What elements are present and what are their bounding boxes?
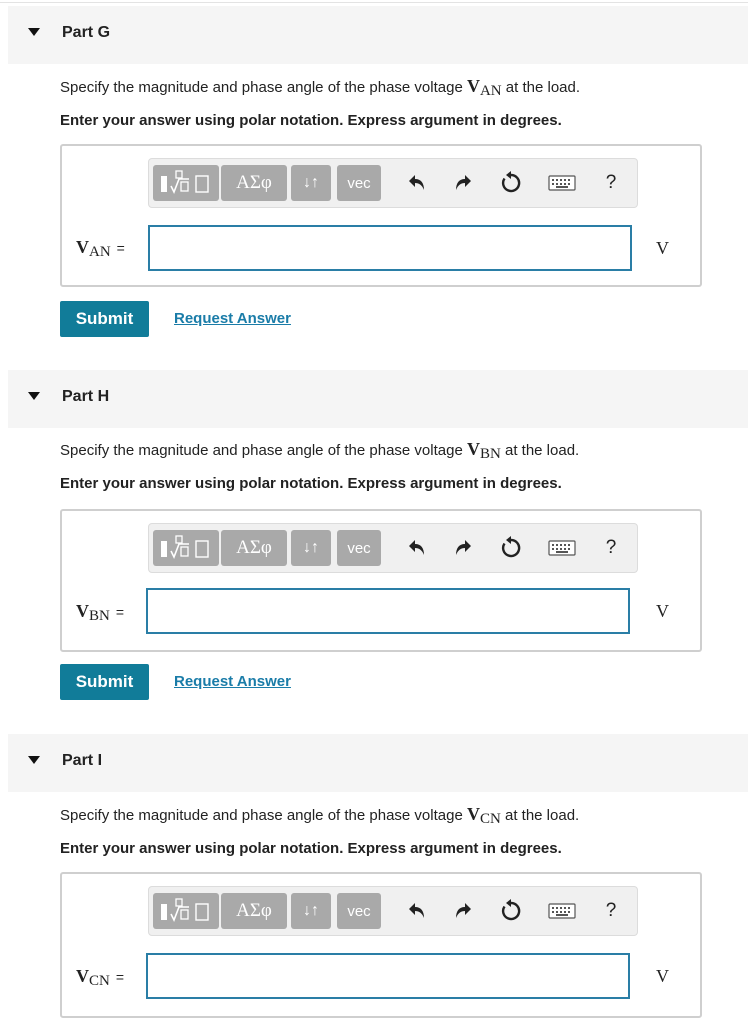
- answer-box: [60, 872, 702, 1018]
- part-i-header[interactable]: [8, 734, 748, 792]
- reset-icon[interactable]: [497, 169, 525, 197]
- templates-icon: [158, 170, 214, 196]
- question-prompt: Specify the magnitude and phase angle of the phase voltage $V_{AN}$ at the load.: [60, 76, 581, 99]
- answer-box: [60, 509, 702, 652]
- answer-instructions: Enter your answer using polar notation. Express argument in degrees.: [60, 112, 562, 129]
- greek-symbols-button[interactable]: ΑΣφ: [221, 893, 287, 929]
- greek-symbols-button[interactable]: ΑΣφ: [221, 165, 287, 201]
- answer-instructions: Enter your answer using polar notation. Express argument in degrees.: [60, 840, 562, 857]
- answer-input[interactable]: [146, 588, 630, 634]
- part-h-header[interactable]: [8, 370, 748, 428]
- answer-label: $V_{BN}$ =: [76, 601, 125, 624]
- unit-label: V: [656, 238, 669, 258]
- top-divider: [0, 2, 748, 3]
- answer-label: $V_{AN}$ =: [76, 237, 125, 260]
- submit-button[interactable]: Submit: [60, 664, 149, 700]
- answer-box: [60, 144, 702, 287]
- vector-button[interactable]: vec: [337, 165, 381, 201]
- collapse-triangle-icon[interactable]: [28, 756, 40, 764]
- help-button[interactable]: ?: [605, 900, 617, 921]
- vector-button[interactable]: vec: [337, 893, 381, 929]
- templates-button[interactable]: [153, 893, 219, 929]
- math-toolbar: [148, 158, 638, 208]
- collapse-triangle-icon[interactable]: [28, 28, 40, 36]
- question-prompt: Specify the magnitude and phase angle of the phase voltage $V_{CN}$ at the load.: [60, 804, 580, 827]
- math-toolbar: [148, 886, 638, 936]
- keyboard-icon[interactable]: [545, 534, 579, 562]
- collapse-triangle-icon[interactable]: [28, 392, 40, 400]
- templates-icon: [158, 535, 214, 561]
- subscript-superscript-button[interactable]: ↓↑: [291, 165, 331, 201]
- help-button[interactable]: ?: [605, 537, 617, 558]
- keyboard-icon[interactable]: [545, 897, 579, 925]
- reset-icon[interactable]: [497, 534, 525, 562]
- variable-symbol: $V_{CN}$: [466, 804, 501, 827]
- unit-label: V: [656, 966, 669, 986]
- answer-instructions: Enter your answer using polar notation. Express argument in degrees.: [60, 475, 562, 492]
- question-prompt: Specify the magnitude and phase angle of the phase voltage $V_{BN}$ at the load.: [60, 439, 580, 462]
- greek-symbols-button[interactable]: ΑΣφ: [221, 530, 287, 566]
- subscript-superscript-button[interactable]: ↓↑: [291, 893, 331, 929]
- request-answer-link[interactable]: Request Answer: [174, 310, 291, 327]
- vector-button[interactable]: vec: [337, 530, 381, 566]
- math-toolbar: [148, 523, 638, 573]
- part-title: Part I: [62, 752, 103, 769]
- answer-input[interactable]: [146, 953, 630, 999]
- answer-label: $V_{CN}$ =: [76, 966, 125, 989]
- part-title: Part G: [62, 24, 111, 41]
- undo-icon[interactable]: [403, 169, 431, 197]
- answer-input[interactable]: [148, 225, 632, 271]
- unit-label: V: [656, 601, 669, 621]
- undo-icon[interactable]: [403, 534, 431, 562]
- request-answer-link[interactable]: Request Answer: [174, 673, 291, 690]
- redo-icon[interactable]: [449, 897, 477, 925]
- templates-button[interactable]: [153, 530, 219, 566]
- part-g-header[interactable]: [8, 6, 748, 64]
- variable-symbol: $V_{BN}$: [466, 439, 501, 462]
- submit-button[interactable]: Submit: [60, 301, 149, 337]
- variable-symbol: $V_{AN}$: [466, 76, 502, 99]
- part-title: Part H: [62, 388, 110, 405]
- templates-button[interactable]: [153, 165, 219, 201]
- undo-icon[interactable]: [403, 897, 431, 925]
- help-button[interactable]: ?: [605, 172, 617, 193]
- redo-icon[interactable]: [449, 534, 477, 562]
- reset-icon[interactable]: [497, 897, 525, 925]
- keyboard-icon[interactable]: [545, 169, 579, 197]
- templates-icon: [158, 898, 214, 924]
- subscript-superscript-button[interactable]: ↓↑: [291, 530, 331, 566]
- redo-icon[interactable]: [449, 169, 477, 197]
